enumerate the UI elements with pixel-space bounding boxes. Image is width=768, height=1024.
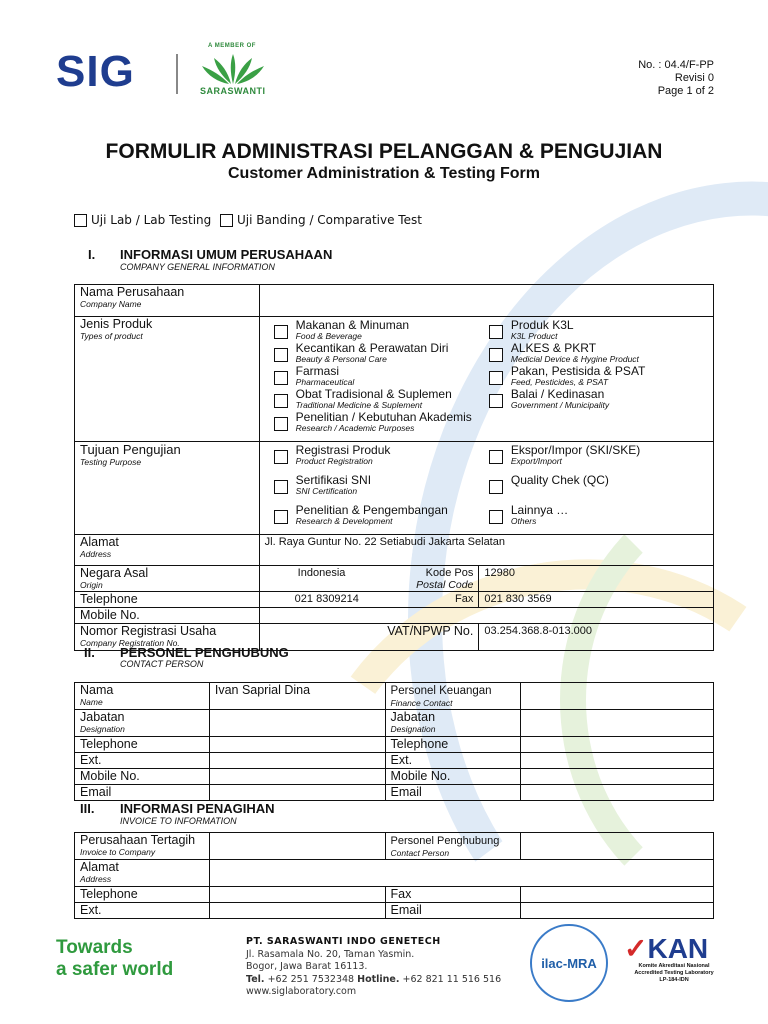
invoice-company-label-cell <box>75 833 210 860</box>
purpose-option[interactable] <box>489 444 708 473</box>
product-option[interactable] <box>274 388 474 410</box>
finance-email-field[interactable] <box>521 785 714 801</box>
telephone-label: Telephone <box>75 592 260 608</box>
invoice-ext-field[interactable] <box>209 903 385 919</box>
finance-designation-field[interactable] <box>521 710 714 737</box>
designation-sublabel: Designation <box>80 724 125 734</box>
postal-code-label: Kode Pos <box>425 567 474 579</box>
postal-code-label-block <box>416 567 473 591</box>
product-checkbox[interactable] <box>274 417 288 431</box>
company-name-label-cell <box>75 285 260 317</box>
contact-email-field[interactable] <box>209 785 385 801</box>
address-field[interactable]: Jl. Raya Guntur No. 22 Setiabudi Jakarta Selatan <box>259 535 713 566</box>
product-option[interactable] <box>489 388 708 410</box>
finance-contact-label: Personel Keuangan <box>390 685 492 697</box>
invoice-fax-field[interactable] <box>521 887 714 903</box>
purpose-checkbox[interactable] <box>274 510 288 524</box>
product-option-sublabel: Medicial Device & Hygine Product <box>510 354 639 364</box>
product-checkbox[interactable] <box>489 371 503 385</box>
invoice-address-label-cell <box>75 860 210 887</box>
testing-purpose-label-cell <box>75 442 260 535</box>
invoice-email-field[interactable] <box>521 903 714 919</box>
contact-name-label-cell <box>75 683 210 710</box>
product-option[interactable] <box>274 411 474 433</box>
kan-line-1: Komite Akreditasi Nasional <box>638 963 710 969</box>
invoice-info-table <box>74 832 714 919</box>
section2-subtitle: CONTACT PERSON <box>120 659 204 669</box>
country-sublabel: Origin <box>80 580 103 590</box>
contact-ext-row <box>75 753 714 769</box>
contact-name-field[interactable]: Ivan Saprial Dina <box>209 683 385 710</box>
invoice-telephone-row <box>75 887 714 903</box>
product-option-label: Penelitian / Kebutuhan Akademis <box>295 410 472 424</box>
product-option-sublabel: Food & Beverage <box>295 331 362 341</box>
purpose-option[interactable] <box>489 504 708 533</box>
invoice-company-row <box>75 833 714 860</box>
invoice-company-sublabel: Invoice to Company <box>80 847 156 857</box>
mobile-row <box>75 608 714 624</box>
purpose-option-label: Registrasi Produk <box>295 443 391 457</box>
product-option-sublabel: Feed, Pesticides, & PSAT <box>510 377 609 387</box>
fax-label: Fax <box>455 593 474 605</box>
invoice-telephone-label: Telephone <box>75 887 210 903</box>
vat-label-cell <box>259 624 479 651</box>
section1-number: I. <box>88 247 96 262</box>
invoice-email-label: Email <box>385 903 521 919</box>
product-option-label: ALKES & PKRT <box>510 341 597 355</box>
finance-designation-sublabel: Designation <box>390 724 436 734</box>
finance-ext-field[interactable] <box>521 753 714 769</box>
invoice-contact-sublabel: Contact Person <box>390 848 450 858</box>
footer-company-name: PT. SARASWANTI INDO GENETECH <box>246 936 441 947</box>
vat-label: VAT/NPWP No. <box>387 624 474 638</box>
hotline-label: Hotline. <box>357 973 400 985</box>
contact-mobile-label: Mobile No. <box>75 769 210 785</box>
comparative-test-checkbox[interactable] <box>220 214 233 227</box>
purpose-option[interactable] <box>274 474 474 503</box>
product-option-label: Kecantikan & Perawatan Diri <box>295 341 449 355</box>
product-option[interactable] <box>489 365 708 387</box>
section3-subtitle: INVOICE TO INFORMATION <box>120 816 237 826</box>
product-option-sublabel: Traditional Medicine & Suplement <box>295 400 423 410</box>
product-option-sublabel: K3L Product <box>510 331 558 341</box>
member-of-label: A MEMBER OF <box>208 43 256 49</box>
purpose-option-label: Lainnya … <box>510 503 569 517</box>
kan-letters: KAN <box>647 933 709 964</box>
product-type-label-cell <box>75 317 260 442</box>
contact-email-row <box>75 785 714 801</box>
tel-label: Tel. <box>246 973 265 985</box>
product-checkbox[interactable] <box>274 348 288 362</box>
product-option[interactable] <box>274 365 474 387</box>
country-field[interactable]: Indonesia <box>297 567 346 579</box>
form-title: FORMULIR ADMINISTRASI PELANGGAN & PENGUJIAN <box>105 140 663 163</box>
footer-address <box>246 936 501 999</box>
logo-divider <box>176 54 178 94</box>
kan-logo <box>624 935 724 984</box>
contact-name-row <box>75 683 714 710</box>
product-option-label: Pakan, Pestisida & PSAT <box>510 364 646 378</box>
contact-designation-row <box>75 710 714 737</box>
purpose-option-label: Quality Chek (QC) <box>510 473 609 487</box>
section2-title: PERSONEL PENGHUBUNG <box>120 645 289 660</box>
invoice-address-label: Alamat <box>80 860 119 874</box>
product-option[interactable] <box>274 342 474 364</box>
contact-name-label: Nama <box>80 683 114 697</box>
testing-purpose-sublabel: Testing Purpose <box>80 457 142 467</box>
testing-purpose-label: Tujuan Pengujian <box>80 442 181 457</box>
company-name-sublabel: Company Name <box>80 299 142 309</box>
ilac-mra-logo <box>530 924 608 1002</box>
comparative-test-label: Uji Banding / Comparative Test <box>237 213 422 227</box>
product-type-left-options <box>259 317 479 442</box>
finance-mobile-field[interactable] <box>521 769 714 785</box>
purpose-option[interactable] <box>274 504 474 533</box>
tel-number: +62 251 7532348 <box>267 973 355 985</box>
invoice-address-field[interactable] <box>209 860 713 887</box>
designation-label: Jabatan <box>80 710 125 724</box>
company-name-label: Nama Perusahaan <box>80 285 185 299</box>
country-label-cell <box>75 566 260 592</box>
invoice-contact-field[interactable] <box>521 833 714 860</box>
footer-slogan <box>56 937 173 981</box>
invoice-ext-label: Ext. <box>75 903 210 919</box>
kan-line-3: LP-184-IDN <box>659 977 689 983</box>
finance-designation-label-cell <box>385 710 521 737</box>
form-subtitle: Customer Administration & Testing Form <box>227 165 540 182</box>
finance-contact-field[interactable] <box>521 683 714 710</box>
purpose-checkbox[interactable] <box>489 450 503 464</box>
kan-line-2: Accredited Testing Laboratory <box>634 970 714 976</box>
contact-mobile-field[interactable] <box>209 769 385 785</box>
invoice-fax-label: Fax <box>385 887 521 903</box>
finance-telephone-label: Telephone <box>385 737 521 753</box>
contact-email-label: Email <box>75 785 210 801</box>
kan-logo-text <box>624 935 724 963</box>
purpose-checkbox[interactable] <box>274 480 288 494</box>
address-row <box>75 535 714 566</box>
country-label: Negara Asal <box>80 566 149 580</box>
finance-contact-sublabel: Finance Contact <box>390 698 453 708</box>
mobile-label: Mobile No. <box>75 608 260 624</box>
registration-label: Nomor Registrasi Usaha <box>80 624 217 638</box>
product-option[interactable] <box>489 342 708 364</box>
invoice-company-label: Perusahaan Tertagih <box>80 833 196 847</box>
document-number: No. : 04.4/F-PP <box>638 59 714 71</box>
company-name-row <box>75 285 714 317</box>
purpose-option[interactable] <box>489 474 708 503</box>
product-checkbox[interactable] <box>489 325 503 339</box>
finance-ext-label: Ext. <box>385 753 521 769</box>
telephone-row <box>75 592 714 608</box>
saraswanti-leaf-icon <box>200 52 266 86</box>
ilac-mra-text: ilac-MRA <box>541 955 597 971</box>
company-info-table <box>74 284 714 651</box>
slogan-line-1: Towards <box>56 937 133 958</box>
purpose-checkbox[interactable] <box>274 450 288 464</box>
sig-logo: SIG <box>56 47 135 96</box>
invoice-address-sublabel: Address <box>80 874 112 884</box>
purpose-option-sublabel: Others <box>510 516 537 526</box>
section2-number: II. <box>84 645 95 660</box>
footer-address-line-2: Bogor, Jawa Barat 16113. <box>246 961 368 972</box>
country-postal-cell <box>259 566 479 592</box>
address-sublabel: Address <box>80 549 112 559</box>
vat-field[interactable]: 03.254.368.8-013.000 <box>479 624 714 651</box>
product-checkbox[interactable] <box>274 371 288 385</box>
address-label: Alamat <box>80 535 119 549</box>
section3-title: INFORMASI PENAGIHAN <box>120 801 275 816</box>
product-option-label: Produk K3L <box>510 318 574 332</box>
lab-testing-label: Uji Lab / Lab Testing <box>91 213 212 227</box>
purpose-checkbox[interactable] <box>489 510 503 524</box>
product-checkbox[interactable] <box>489 394 503 408</box>
invoice-company-field[interactable] <box>209 833 385 860</box>
finance-designation-label: Jabatan <box>390 710 436 724</box>
contact-telephone-row <box>75 737 714 753</box>
product-option-sublabel: Pharmaceutical <box>295 377 355 387</box>
address-label-cell <box>75 535 260 566</box>
product-checkbox[interactable] <box>274 325 288 339</box>
product-option[interactable] <box>274 319 474 341</box>
product-type-sublabel: Types of product <box>80 331 143 341</box>
product-option-sublabel: Beauty & Personal Care <box>295 354 387 364</box>
product-type-row <box>75 317 714 442</box>
finance-mobile-label: Mobile No. <box>385 769 521 785</box>
telephone-field[interactable]: 021 8309214 <box>294 593 359 605</box>
mobile-field[interactable] <box>259 608 713 624</box>
contact-telephone-label: Telephone <box>75 737 210 753</box>
finance-contact-label-cell <box>385 683 521 710</box>
purpose-checkbox[interactable] <box>489 480 503 494</box>
product-type-right-options <box>479 317 714 442</box>
saraswanti-logo-text: SARASWANTI <box>200 86 266 96</box>
document-number-block <box>638 59 714 98</box>
section3-number: III. <box>80 801 95 816</box>
product-option-label: Balai / Kedinasan <box>510 387 605 401</box>
postal-code-field[interactable]: 12980 <box>479 566 714 592</box>
section1-title: INFORMASI UMUM PERUSAHAAN <box>120 247 333 262</box>
product-checkbox[interactable] <box>274 394 288 408</box>
purpose-option-sublabel: Research & Development <box>295 516 393 526</box>
product-option[interactable] <box>489 319 708 341</box>
contact-person-table <box>74 682 714 801</box>
designation-label-cell <box>75 710 210 737</box>
purpose-option-label: Penelitian & Pengembangan <box>295 503 448 517</box>
contact-ext-label: Ext. <box>75 753 210 769</box>
purpose-option-sublabel: Product Registration <box>295 456 373 466</box>
finance-email-label: Email <box>385 785 521 801</box>
contact-telephone-field[interactable] <box>209 737 385 753</box>
footer-website[interactable]: www.siglaboratory.com <box>246 986 357 997</box>
purpose-option-sublabel: Export/Import <box>510 456 562 466</box>
slogan-line-2: a safer world <box>56 959 174 980</box>
testing-purpose-left-options <box>259 442 479 535</box>
product-option-label: Makanan & Minuman <box>295 318 410 332</box>
product-option-sublabel: Government / Municipality <box>510 400 610 410</box>
telephone-fax-cell <box>259 592 479 608</box>
finance-telephone-field[interactable] <box>521 737 714 753</box>
product-option-label: Farmasi <box>295 364 340 378</box>
designation-field[interactable] <box>209 710 385 737</box>
invoice-ext-row <box>75 903 714 919</box>
testing-purpose-row <box>75 442 714 535</box>
invoice-contact-label-cell <box>385 833 521 860</box>
registration-sublabel: Company Registration No. <box>80 638 180 648</box>
section1-subtitle: COMPANY GENERAL INFORMATION <box>120 262 275 272</box>
fax-field[interactable]: 021 830 3569 <box>479 592 714 608</box>
lab-testing-option[interactable] <box>74 213 211 227</box>
purpose-option[interactable] <box>274 444 474 473</box>
purpose-option-label: Ekspor/Impor (SKI/SKE) <box>510 443 641 457</box>
page-indicator: Page 1 of 2 <box>657 85 714 97</box>
purpose-option-sublabel: SNI Certification <box>295 486 358 496</box>
invoice-contact-label: Personel Penghubung <box>390 835 500 847</box>
contact-mobile-row <box>75 769 714 785</box>
invoice-telephone-field[interactable] <box>209 887 385 903</box>
revision: Revisi 0 <box>674 72 714 84</box>
hotline-number: +62 821 11 516 516 <box>402 973 502 985</box>
contact-name-sublabel: Name <box>80 697 103 707</box>
product-checkbox[interactable] <box>489 348 503 362</box>
kan-check-icon: ✓ <box>624 933 648 964</box>
company-name-field[interactable] <box>259 285 713 317</box>
product-option-label: Obat Tradisional & Suplemen <box>295 387 452 401</box>
invoice-address-row <box>75 860 714 887</box>
country-row <box>75 566 714 592</box>
product-type-label: Jenis Produk <box>80 317 153 331</box>
lab-testing-checkbox[interactable] <box>74 214 87 227</box>
purpose-option-label: Sertifikasi SNI <box>295 473 372 487</box>
postal-code-sublabel: Postal Code <box>416 579 474 591</box>
product-option-sublabel: Research / Academic Purposes <box>295 423 415 433</box>
contact-ext-field[interactable] <box>209 753 385 769</box>
footer-phone-line <box>246 974 501 987</box>
comparative-test-option[interactable] <box>220 213 422 227</box>
footer-address-line-1: Jl. Rasamala No. 20, Taman Yasmin. <box>246 948 415 960</box>
testing-purpose-right-options <box>479 442 714 535</box>
